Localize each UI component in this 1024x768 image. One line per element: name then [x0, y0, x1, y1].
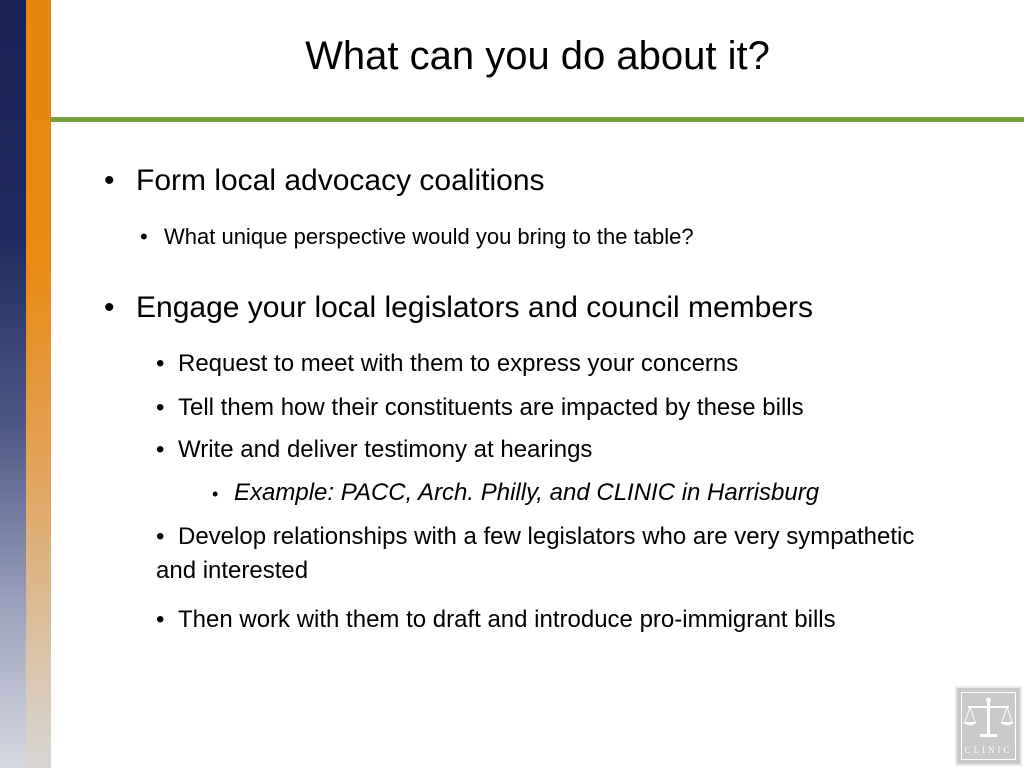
- bullet-marker: •: [156, 394, 165, 421]
- bullet-item-level-1: [104, 163, 545, 199]
- bullet-marker: •: [156, 436, 165, 463]
- clinic-logo: [955, 686, 1022, 766]
- bullet-marker: •: [212, 484, 219, 504]
- bullet-marker: •: [156, 606, 165, 633]
- bullet-marker: •: [104, 291, 115, 324]
- bullet-text: Request to meet with them to express your concerns: [178, 350, 739, 377]
- bullet-text: Engage your local legislators and council members: [136, 291, 814, 324]
- bullet-text: Form local advocacy coalitions: [136, 164, 545, 197]
- slide-title: What can you do about it?: [305, 34, 770, 78]
- bullet-item-level-2: [156, 605, 836, 635]
- bullet-item-level-2: [156, 520, 916, 588]
- bullet-marker: •: [156, 523, 165, 550]
- bullet-item-level-1: [104, 290, 813, 326]
- bullet-marker: •: [104, 164, 115, 197]
- bullet-item-level-2: [156, 435, 592, 465]
- bullet-text: Develop relationships with a few legislators who are very sympathetic and interested: [156, 523, 915, 584]
- bullet-marker: •: [140, 224, 148, 249]
- bullet-item-level-2: [156, 349, 738, 379]
- bullet-text: Example: PACC, Arch. Philly, and CLINIC in Harrisburg: [234, 479, 820, 506]
- logo-text: CLINIC: [964, 745, 1013, 755]
- bullet-text: What unique perspective would you bring to the table?: [164, 224, 694, 249]
- bullet-text: Write and deliver testimony at hearings: [178, 436, 593, 463]
- bullet-marker: •: [156, 350, 165, 377]
- bullet-item-level-2: [140, 223, 694, 251]
- bullet-item-level-2: [156, 393, 804, 423]
- bullet-text: Then work with them to draft and introduce pro-immigrant bills: [178, 606, 836, 633]
- bullet-text: Tell them how their constituents are impacted by these bills: [178, 394, 804, 421]
- bullet-item-level-3: [212, 478, 819, 509]
